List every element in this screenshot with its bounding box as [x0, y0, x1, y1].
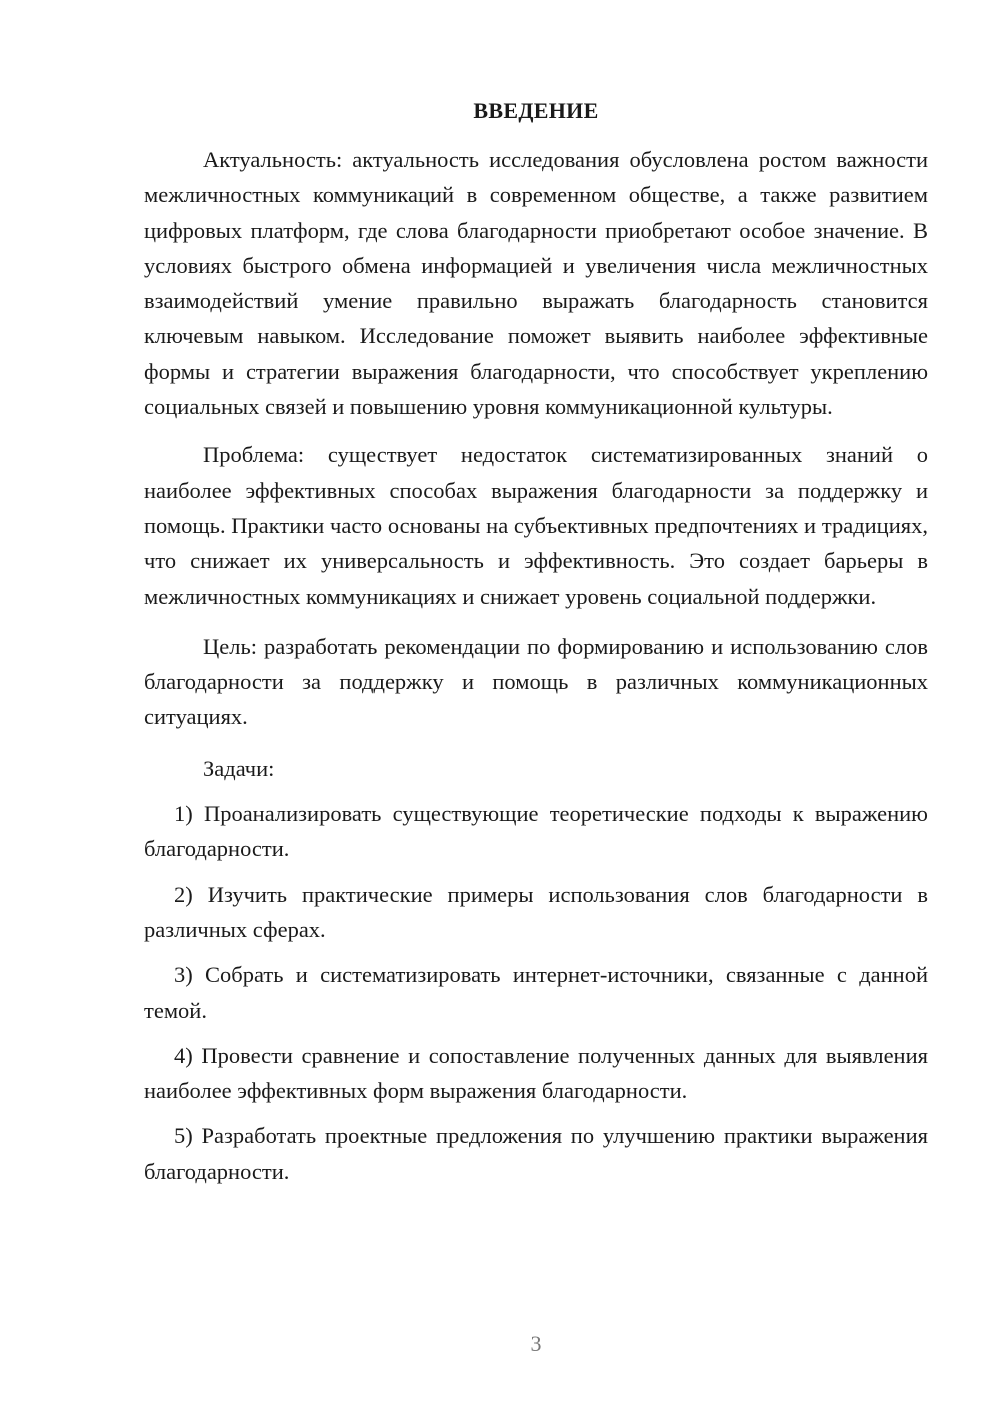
page-number: 3 [530, 1331, 542, 1356]
task-item: 1) Проанализировать существующие теоретические подходы к выражению благодарности. [144, 801, 928, 862]
goal-paragraph: Цель: разработать рекомендации по формированию и использованию слов благодарности за поддержку и помощь в различных коммуникационных ситуациях. [144, 633, 928, 730]
relevance-paragraph: Актуальность: актуальность исследования обусловлена ростом важности межличностных коммуникаций в современном обществе, а также развитием цифровых платформ, где слова благодарности приобретают особое значение. В условиях быстрого обмена информацией и увеличения числа межличностных взаимодействий умение правильно выражать благодарность становится ключевым навыком. Исследование поможет выявить наиболее эффективные формы и стратегии выражения благодарности, что способствует укреплению социальных связей и повышению уровня коммуникационной культуры. [144, 147, 928, 420]
task-item: 4) Провести сравнение и сопоставление полученных данных для выявления наиболее эффективных форм выражения благодарности. [144, 1042, 928, 1104]
tasks-label: Задачи: [203, 755, 275, 781]
problem-paragraph: Проблема: существует недостаток систематизированных знаний о наиболее эффективных способах выражения благодарности за поддержку и помощь. Практики часто основаны на субъективных предпочтениях и традициях, что снижает их универсальность и эффективность. Это создает барьеры в межличностных коммуникациях и снижает уровень социальной поддержки. [144, 442, 928, 609]
task-item: 2) Изучить практические примеры использования слов благодарности в различных сферах. [144, 881, 928, 942]
section-body [144, 142, 928, 1189]
section-heading: ВВЕДЕНИЕ [473, 98, 599, 123]
task-item: 5) Разработать проектные предложения по улучшению практики выражения благодарности. [144, 1123, 928, 1184]
task-item: 3) Собрать и систематизировать интернет-источники, связанные с данной темой. [144, 962, 928, 1023]
